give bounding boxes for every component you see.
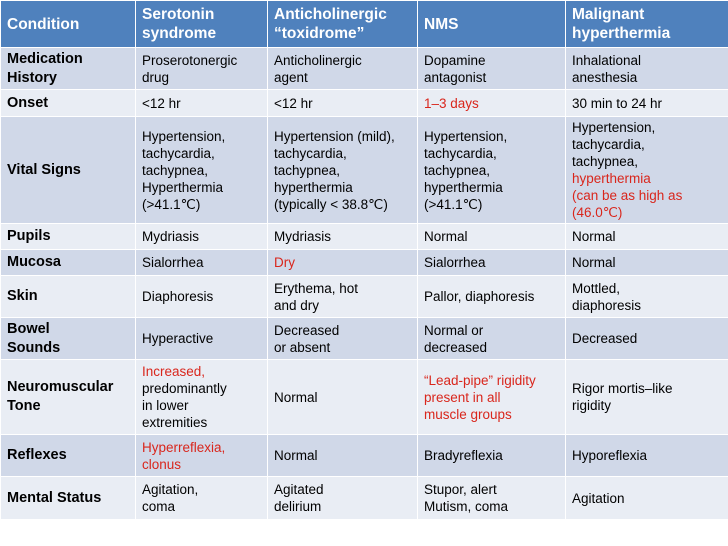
row-label	[1, 435, 136, 477]
cell-nms	[418, 90, 566, 117]
cell-malignant-hyperthermia	[566, 276, 728, 318]
cell-anticholinergic	[268, 250, 418, 276]
cell-line: or absent	[274, 339, 331, 355]
cell-line: rigidity	[572, 398, 612, 413]
cell-nms	[418, 276, 566, 318]
table-row	[1, 477, 728, 520]
cell-line: tachypnea,	[424, 162, 491, 178]
cell-nms	[418, 250, 566, 276]
header-nms	[418, 1, 566, 48]
cell-line: “Lead-pipe” rigidity	[424, 372, 536, 388]
cell-line: Inhalational	[572, 52, 642, 68]
row-label	[1, 250, 136, 276]
cell-malignant-hyperthermia	[566, 360, 728, 435]
table-row	[1, 224, 728, 250]
cell-line: Pallor, diaphoresis	[424, 289, 535, 304]
row-label-line: History	[7, 69, 57, 86]
cell-anticholinergic	[268, 90, 418, 117]
cell-line: Hypertension,	[572, 120, 656, 135]
cell-line: and dry	[274, 297, 320, 313]
cell-line: antagonist	[424, 69, 487, 85]
header-line: Serotonin	[142, 6, 215, 23]
cell-line: Mutism, coma	[424, 499, 509, 514]
cell-line: tachycardia,	[572, 137, 645, 152]
header-row	[1, 1, 728, 48]
cell-malignant-hyperthermia	[566, 90, 728, 117]
cell-nms	[418, 117, 566, 224]
cell-line: Hyperthermia	[142, 179, 224, 195]
cell-line: Increased,	[142, 364, 206, 379]
cell-serotonin-syndrome	[136, 90, 268, 117]
cell-line: Normal or	[424, 322, 484, 338]
table-row	[1, 318, 728, 360]
cell-malignant-hyperthermia	[566, 224, 728, 250]
cell-malignant-hyperthermia	[566, 48, 728, 90]
cell-line: Diaphoresis	[142, 289, 214, 304]
cell-anticholinergic	[268, 48, 418, 90]
cell-line: Hyperreflexia,	[142, 439, 226, 455]
cell-line: Normal	[274, 448, 318, 463]
row-label	[1, 276, 136, 318]
cell-line: Sialorrhea	[142, 255, 204, 270]
cell-line: Erythema, hot	[274, 280, 359, 296]
cell-line: Bradyreflexia	[424, 448, 503, 463]
cell-line: Normal	[274, 389, 318, 405]
header-line: syndrome	[142, 25, 217, 42]
table-row	[1, 276, 728, 318]
cell-line: (can be as high as	[572, 188, 683, 203]
cell-line: present in all	[424, 389, 501, 405]
row-label-line: Reflexes	[7, 447, 67, 463]
row-label	[1, 90, 136, 117]
row-label	[1, 318, 136, 360]
cell-line: muscle groups	[424, 406, 512, 422]
cell-line: tachypnea,	[572, 154, 639, 169]
cell-line: Hyporeflexia	[572, 448, 648, 463]
cell-line: Rigor mortis–like	[572, 381, 673, 396]
cell-line: 1–3 days	[424, 95, 479, 111]
cell-line: hyperthermia	[274, 179, 353, 195]
cell-line: hyperthermia	[424, 179, 503, 195]
cell-line: hyperthermia	[572, 171, 651, 186]
row-label-line: Bowel	[7, 320, 50, 337]
header-condition	[1, 1, 136, 48]
cell-line: Hypertension (mild),	[274, 128, 395, 144]
cell-line: Stupor, alert	[424, 482, 497, 497]
row-label-line: Skin	[7, 288, 38, 304]
table-row	[1, 435, 728, 477]
row-label	[1, 117, 136, 224]
cell-anticholinergic	[268, 276, 418, 318]
row-label	[1, 360, 136, 435]
cell-anticholinergic	[268, 318, 418, 360]
header-anticholinergic-toxidrome	[268, 1, 418, 48]
cell-malignant-hyperthermia	[566, 250, 728, 276]
cell-line: (>41.1℃)	[142, 196, 201, 212]
header-line: hyperthermia	[572, 25, 671, 42]
cell-line: Proserotonergic	[142, 52, 238, 68]
header-line: NMS	[424, 15, 459, 33]
row-label-line: Tone	[7, 398, 41, 414]
cell-line: in lower	[142, 398, 189, 413]
table-row	[1, 48, 728, 90]
cell-nms	[418, 318, 566, 360]
cell-anticholinergic	[268, 435, 418, 477]
cell-line: Decreased	[274, 322, 340, 338]
cell-serotonin-syndrome	[136, 276, 268, 318]
cell-anticholinergic	[268, 477, 418, 520]
cell-line: Normal	[572, 229, 616, 244]
cell-anticholinergic	[268, 224, 418, 250]
cell-line: predominantly	[142, 381, 227, 396]
cell-line: tachypnea,	[274, 162, 341, 178]
cell-nms	[418, 224, 566, 250]
cell-line: Hypertension,	[142, 128, 226, 144]
row-label-line: Sounds	[7, 339, 61, 356]
cell-serotonin-syndrome	[136, 117, 268, 224]
cell-line: <12 hr	[274, 95, 313, 111]
cell-line: drug	[142, 69, 170, 85]
cell-serotonin-syndrome	[136, 435, 268, 477]
cell-nms	[418, 435, 566, 477]
cell-line: Mottled,	[572, 280, 621, 296]
row-label-line: Onset	[7, 94, 49, 111]
cell-line: <12 hr	[142, 95, 181, 111]
header-serotonin-syndrome	[136, 1, 268, 48]
cell-line: Normal	[572, 255, 616, 270]
cell-line: Agitation,	[142, 482, 199, 497]
cell-serotonin-syndrome	[136, 48, 268, 90]
row-label-line: Pupils	[7, 228, 51, 244]
cell-line: delirium	[274, 499, 322, 514]
cell-serotonin-syndrome	[136, 250, 268, 276]
cell-line: tachycardia,	[142, 145, 215, 161]
header-line: “toxidrome”	[274, 25, 365, 42]
cell-line: tachypnea,	[142, 162, 209, 178]
cell-line: Decreased	[572, 331, 638, 346]
table-row	[1, 117, 728, 224]
row-label-line: Medication	[7, 50, 83, 67]
cell-line: Mydriasis	[142, 229, 200, 244]
row-label-line: Mental Status	[7, 489, 102, 506]
cell-line: Hypertension,	[424, 128, 508, 144]
cell-serotonin-syndrome	[136, 318, 268, 360]
cell-line: Hyperactive	[142, 331, 214, 346]
cell-line: anesthesia	[572, 69, 638, 85]
row-label-line: Mucosa	[7, 254, 61, 270]
row-label	[1, 48, 136, 90]
row-label	[1, 477, 136, 520]
cell-nms	[418, 48, 566, 90]
cell-line: 30 min to 24 hr	[572, 95, 663, 111]
header-line: Malignant	[572, 6, 645, 23]
cell-line: Anticholinergic	[274, 52, 362, 68]
cell-anticholinergic	[268, 117, 418, 224]
cell-line: (>41.1℃)	[424, 196, 483, 212]
cell-line: Sialorrhea	[424, 255, 486, 270]
cell-line: (46.0℃)	[572, 205, 623, 220]
header-line: Condition	[7, 15, 80, 33]
cell-line: coma	[142, 499, 176, 514]
cell-line: Dry	[274, 255, 295, 270]
cell-line: (typically < 38.8℃)	[274, 196, 388, 212]
cell-malignant-hyperthermia	[566, 477, 728, 520]
cell-serotonin-syndrome	[136, 360, 268, 435]
header-line: Anticholinergic	[274, 6, 387, 23]
cell-anticholinergic	[268, 360, 418, 435]
cell-line: Agitated	[274, 482, 324, 497]
cell-line: Mydriasis	[274, 229, 332, 244]
cell-serotonin-syndrome	[136, 477, 268, 520]
cell-line: agent	[274, 69, 308, 85]
cell-nms	[418, 477, 566, 520]
cell-line: Dopamine	[424, 52, 486, 68]
cell-malignant-hyperthermia	[566, 117, 728, 224]
row-label	[1, 224, 136, 250]
cell-line: diaphoresis	[572, 297, 642, 313]
cell-serotonin-syndrome	[136, 224, 268, 250]
cell-malignant-hyperthermia	[566, 435, 728, 477]
cell-line: clonus	[142, 456, 182, 472]
header-malignant-hyperthermia	[566, 1, 728, 48]
cell-malignant-hyperthermia	[566, 318, 728, 360]
row-label-line: Neuromuscular	[7, 379, 114, 395]
cell-line: tachycardia,	[274, 145, 347, 161]
row-label-line: Vital Signs	[7, 161, 81, 178]
table-row	[1, 90, 728, 117]
cell-nms	[418, 360, 566, 435]
cell-line: Normal	[424, 229, 468, 244]
cell-line: decreased	[424, 339, 488, 355]
cell-line: extremities	[142, 415, 208, 430]
table-row	[1, 360, 728, 435]
cell-line: Agitation	[572, 490, 625, 506]
cell-line: tachycardia,	[424, 145, 497, 161]
table-row	[1, 250, 728, 276]
